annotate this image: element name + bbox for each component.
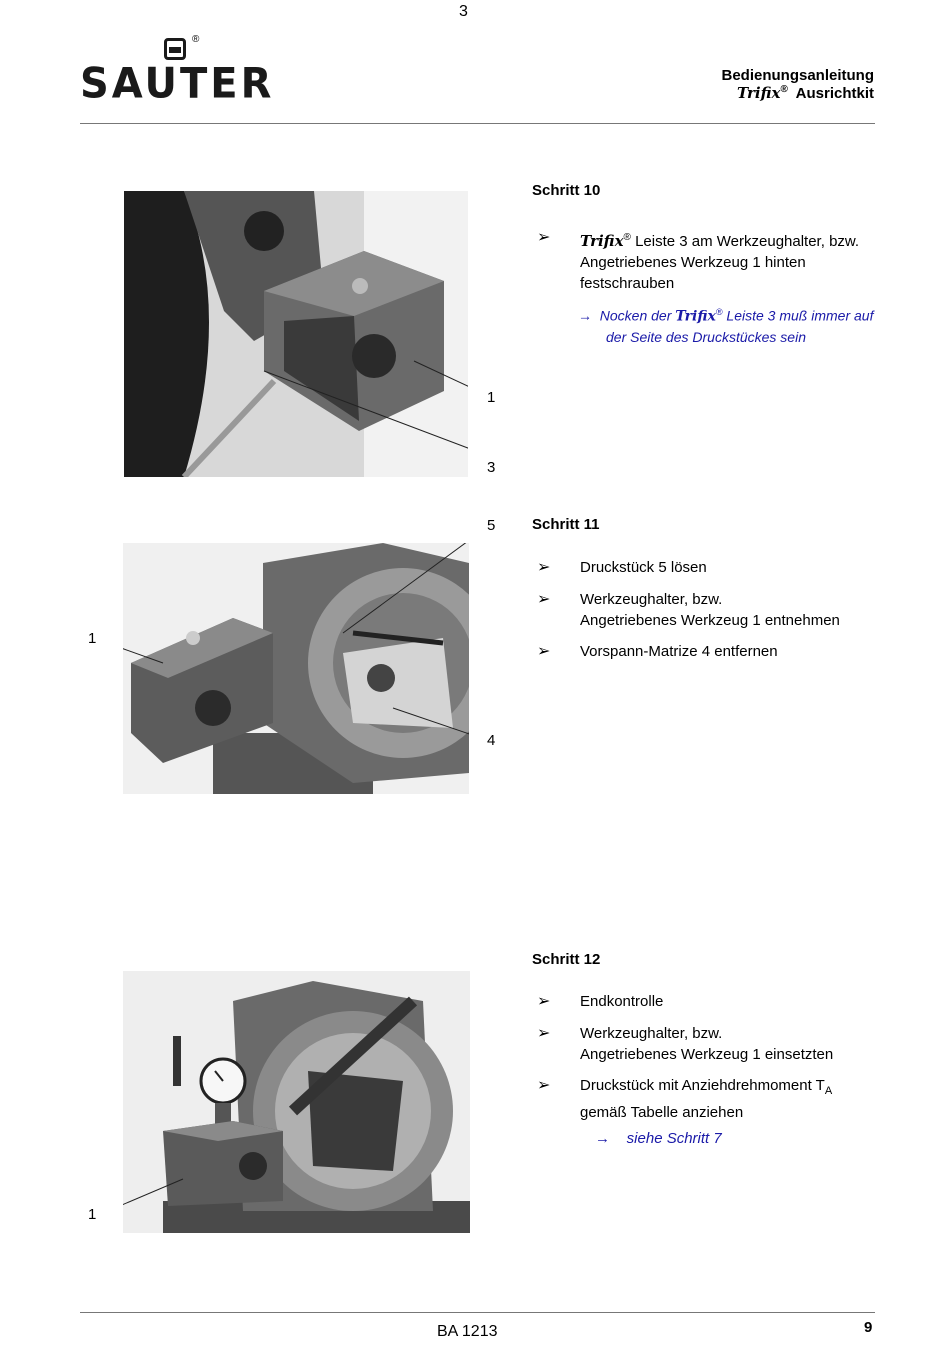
step12-item-1: Endkontrolle: [580, 993, 664, 1010]
step12-item-2: Werkzeughalter, bzw. Angetriebenes Werkzeug 1 einsetzten: [580, 1025, 834, 1063]
trifix-mark: Trifix: [675, 308, 716, 325]
step12-heading: Schritt 12: [532, 951, 601, 968]
step12-note: → siehe Schritt 7: [595, 1130, 722, 1147]
step11-callout-1: 1: [88, 630, 97, 647]
step12-bullet-icon: ➢: [537, 993, 551, 1010]
step11-heading: Schritt 11: [532, 516, 600, 533]
note-arrow-icon: →: [578, 307, 592, 324]
footer-rule: [80, 1312, 875, 1313]
step11-item-3: Vorspann-Matrize 4 entfernen: [580, 643, 778, 660]
step11-bullet-icon: ➢: [537, 559, 551, 576]
step12-photo: [123, 971, 470, 1233]
step11-photo: [123, 543, 469, 794]
step11-bullet-icon: ➢: [537, 643, 551, 660]
step11-callout-5: 5: [487, 517, 496, 534]
sauter-logo: [80, 34, 275, 109]
step10-note: → Nocken der Trifix® Leiste 3 muß immer auf der Seite des Druckstückes sein: [578, 307, 874, 345]
step10-callout-3: 3: [487, 459, 496, 476]
step12-item-3: Druckstück mit Anziehdrehmoment $T_A$ gemäß Tabelle anziehen: [580, 1077, 833, 1121]
logo-badge-icon: [164, 38, 186, 60]
step12-bullet-icon: ➢: [537, 1025, 551, 1042]
manual-title-line2: [600, 84, 874, 102]
footer-page-number: 9: [864, 1319, 873, 1336]
step11-item-2: Werkzeughalter, bzw. Angetriebenes Werkzeug 1 entnehmen: [580, 591, 840, 629]
manual-title: [600, 67, 874, 102]
step11-bullet-icon: ➢: [537, 591, 551, 608]
step12-callout-1: 1: [88, 1206, 97, 1223]
note-arrow-icon: →: [595, 1130, 610, 1147]
trifix-mark: Trifix: [736, 84, 781, 102]
manual-title-line1: Bedienungsanleitung: [721, 67, 874, 84]
trifix-mark: Trifix: [580, 232, 624, 250]
step10-callout-1: 1: [487, 389, 496, 406]
step10-heading: Schritt 10: [532, 182, 601, 199]
footer-doc-id: BA 1213: [437, 1323, 498, 1340]
step10-photo: [124, 191, 468, 477]
trifix-registered: ®: [780, 84, 788, 95]
step10-item-1: Trifix® Leiste 3 am Werkzeughalter, bzw. Angetriebenes Werkzeug 1 hinten festschrauben: [580, 232, 860, 292]
manual-title-product: Ausrichtkit: [795, 85, 874, 102]
logo-wordmark: SAUTER: [80, 59, 275, 109]
step11-item-1: Druckstück 5 lösen: [580, 559, 707, 576]
step10-bullet-icon: ➢: [537, 229, 551, 246]
logo-registered: ®: [192, 34, 200, 45]
top-page-number: 3: [459, 3, 468, 20]
header-rule: [80, 123, 875, 124]
step11-callout-4: 4: [487, 732, 496, 749]
step12-bullet-icon: ➢: [537, 1077, 551, 1094]
